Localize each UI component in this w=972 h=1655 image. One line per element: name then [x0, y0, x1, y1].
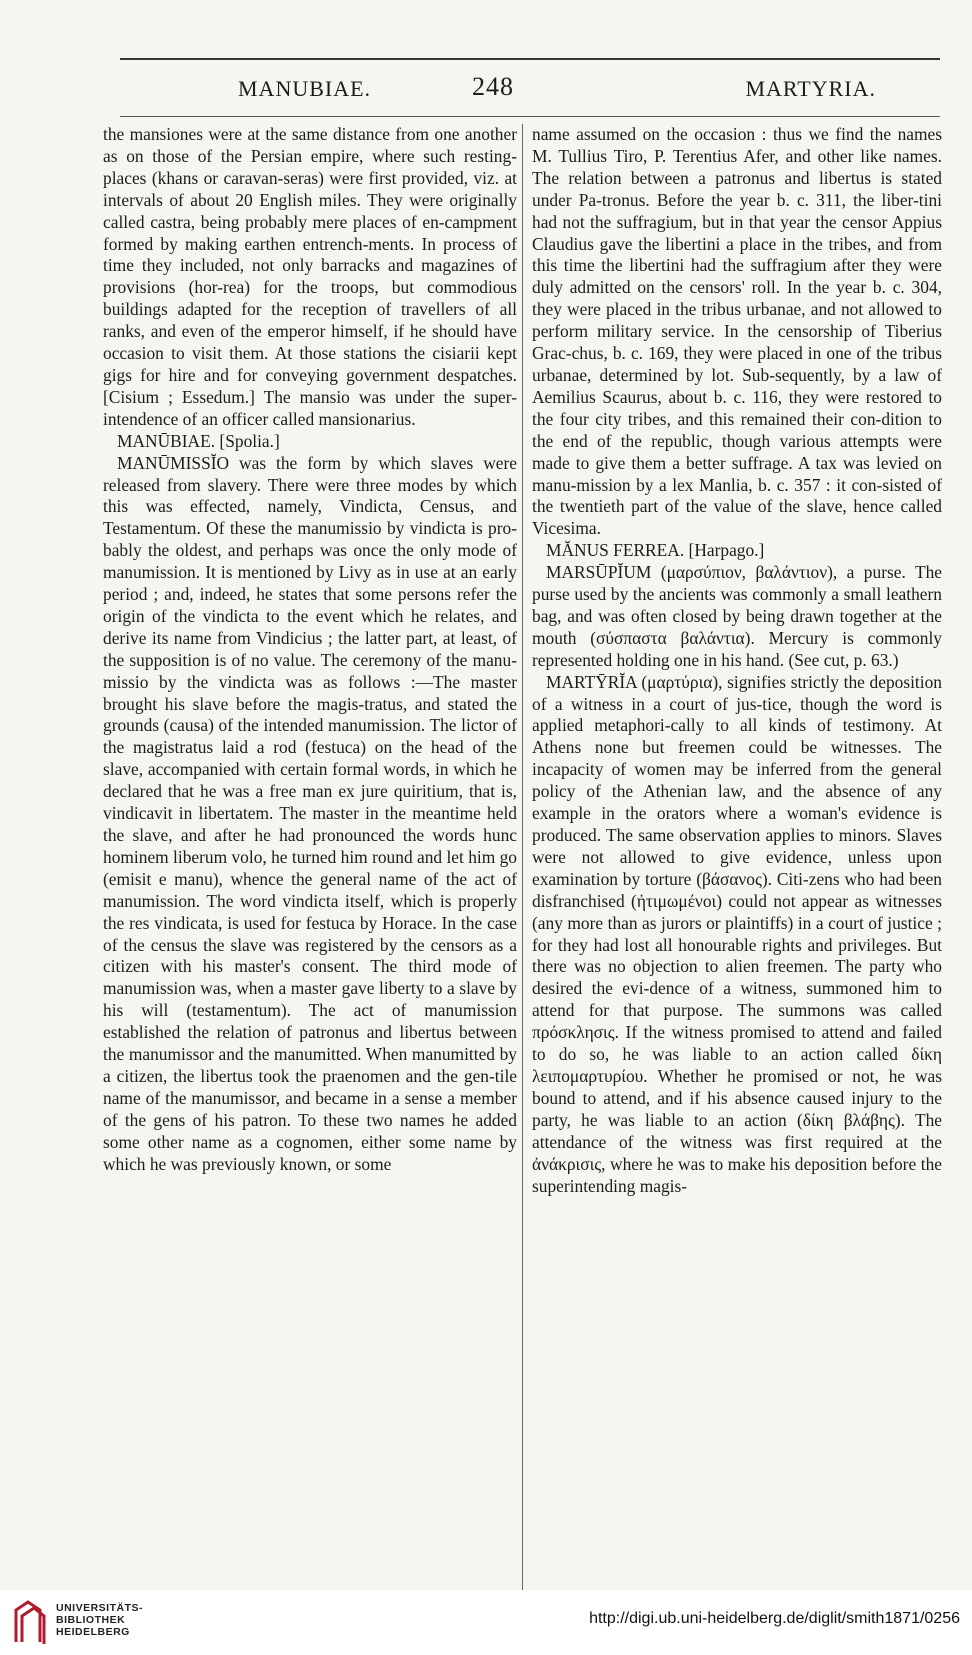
paragraph-manumissio-cont: name assumed on the occasion : thus we find the names M. Tullius Tiro, P. Terentius Afer, and other like names. The relation between a patronus and libertus is stated under Pa-tronus. Before the year b. c. 311, the liber-tini had not the suffragium, but in that year the censor Appius Claudius gave the libertini a place in the tribes, and from this time the libertini had the suffragium after they were duly admitted on the censors' roll. In the year b. c. 304, they were placed in the tribus urbanae, and not allowed to perform military service. In the censorship of Tiberius Grac-chus, b. c. 169, they were placed in one of the tribus urbanae, determined by lot. Sub-sequently, by a law of Aemilius Scaurus, about b. c. 116, they were restored to the four city tribes, and this remained their con-dition to the end of the republic, though various attempts were made to give them a better suffrage. A tax was levied on manu-mission by a lex Manlia, b. c. 357 : it con-sisted of the twentieth part of the value of the slave, hence called Vicesima. — [532, 124, 942, 539]
left-column — [103, 124, 517, 1176]
column-divider — [522, 124, 523, 1596]
header-rule-bottom — [120, 116, 940, 117]
entry-manumissio: MANŪMISSĬO was the form by which slaves were released from slavery. There were three modes by which this was effected, namely, Vindicta, Census, and Testamentum. Of these the manumissio by vindicta is pro-bably the oldest, and perhaps was once the only mode of manumission. It is mentioned by Livy as in use at an early period ; and, indeed, he states that some persons refer the origin of the vindicta to the event which he relates, and derive its name from Vindicius ; the latter part, at least, of the supposition is of no value. The ceremony of the manu-missio by the vindicta was as follows :—The master brought his slave before the magis-tratus, and stated the grounds (causa) of the intended manumission. The lictor of the magistratus laid a rod (festuca) on the head of the slave, accompanied with certain formal words, in which he declared that he was a free man ex jure quiritium, that is, vindicavit in libertatem. The master in the meantime held the slave, and after he had pronounced the words hunc hominem liberum volo, he turned him round and let him go (emisit e manu), whence the general name of the act of manumission. The word vindicta itself, which is properly the res vindicata, is used for festuca by Horace. In the case of the census the slave was registered by the censors as a citizen with his master's consent. The third mode of manumission was, when a master gave liberty to a slave by his will (testamentum). The act of manumission established the relation of patronus and libertus between the manumissor and the manumitted. When manumitted by a citizen, the libertus took the praenomen and the gen-tile name of the manumissor, and became in a sense a member of the gens of his patron. To these two names he added some other name as a cognomen, either some name by which he was previously known, or some — [103, 452, 517, 1174]
running-header — [120, 72, 940, 108]
entry-manubiae: MANŪBIAE. [Spolia.] — [117, 430, 280, 451]
library-line-1: UNIVERSITÄTS- — [56, 1602, 144, 1614]
header-left: MANUBIAE. — [238, 76, 372, 101]
footer-bar — [0, 1590, 972, 1655]
library-line-2: BIBLIOTHEK — [56, 1614, 126, 1626]
page-number: 248 — [472, 72, 514, 101]
library-name — [56, 1602, 143, 1638]
right-column — [532, 124, 942, 1197]
source-url[interactable]: http://digi.ub.uni-heidelberg.de/diglit/smith1871/0256 — [589, 1610, 960, 1627]
entry-marsupium: MARSŪPĬUM (μαρσύπιον, βαλάντιον), a purse. The purse used by the ancients was commonly a small leathern bag, and was often closed by being drawn together at the mouth (σύσπαστα βαλάντια). Mercury is commonly represented holding one in his hand. (See cut, p. 63.) — [532, 562, 942, 670]
heidelberg-library-logo-icon — [10, 1598, 50, 1648]
header-right: MARTYRIA. — [745, 76, 876, 101]
header-rule-top — [120, 58, 940, 60]
paragraph-mansiones: the mansiones were at the same distance from one another as on those of the Persian empire, where such resting-places (khans or caravan-seras) were first provided, viz. at intervals of about 20 English miles. They were originally called castra, being probably mere places of en-campment formed by making earthen entrench-ments. In process of time they included, not only barracks and magazines of provisions (hor-rea) for the troops, but commodious buildings adapted for the reception of travellers of all ranks, and even of the emperor himself, if he should have occasion to visit them. At those stations the cisiarii kept gigs for hire and for conveying government despatches. [Cisium ; Essedum.] The mansio was under the super-intendence of an officer called mansionarius. — [103, 124, 517, 429]
entry-martyria: MARTȲRĬA (μαρτύρια), signifies strictly the deposition of a witness in a court of jus-tice, though the word is applied metaphori-cally to all kinds of testimony. At Athens none but freemen could be witnesses. The incapacity of women may be inferred from the general policy of the Athenian law, and the absence of any example in the orators where a woman's evidence is produced. The same observation applies to minors. Slaves were not allowed to give evidence, unless upon examination by torture (βάσανος). Citi-zens who had been disfranchised (ἠτιμωμένοι) could not appear as witnesses (any more than as jurors or plaintiffs) in a court of justice ; for they had lost all honourable rights and privileges. But there was no objection to alien freemen. The party who desired the evi-dence of a witness, summoned him to attend for that purpose. The summons was called πρόσκλησις. If the witness promised to attend and failed to do so, he was liable to an action called δίκη λειπομαρτυρίου. Whether he promised or not, he was bound to attend, and if his absence caused injury to the party, he was liable to an action (δίκη βλάβης). The attendance of the witness was first required at the ἀνάκρισις, where he was to make his deposition before the superintending magis- — [532, 671, 942, 1196]
library-line-3: HEIDELBERG — [56, 1626, 130, 1638]
entry-manus-ferrea: MĂNUS FERREA. [Harpago.] — [546, 540, 765, 561]
